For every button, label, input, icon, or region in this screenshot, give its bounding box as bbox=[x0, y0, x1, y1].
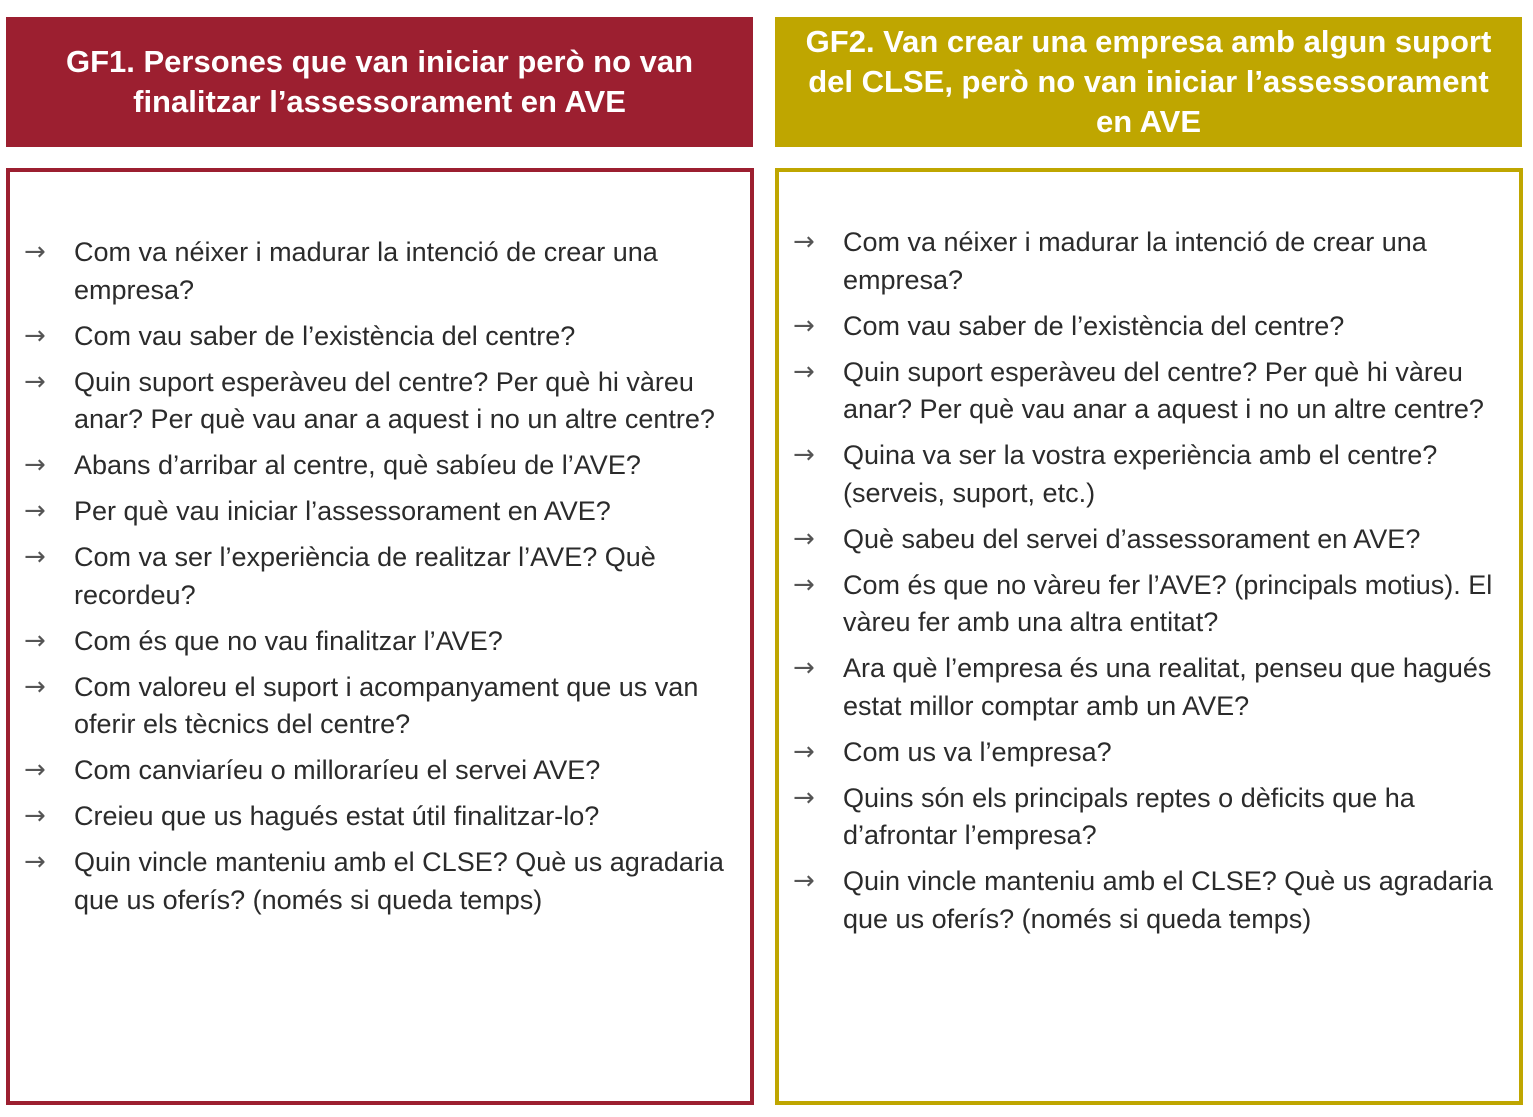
question-text: Ara què l’empresa és una realitat, penseu que hagués estat millor comptar amb un AVE? bbox=[843, 653, 1492, 721]
arrow-right-icon: → bbox=[24, 366, 46, 397]
question-text: Com canviaríeu o milloraríeu el servei AVE? bbox=[74, 755, 601, 785]
gf2-question-box bbox=[775, 168, 1523, 1105]
question-text: Quin vincle manteniu amb el CLSE? Què us agradaria que us oferís? (només si queda temps) bbox=[74, 847, 724, 915]
arrow-right-icon: → bbox=[793, 523, 815, 554]
arrow-right-icon: → bbox=[24, 801, 46, 831]
arrow-right-icon: → bbox=[24, 450, 46, 480]
arrow-right-icon: → bbox=[24, 320, 46, 351]
arrow-right-icon: → bbox=[793, 440, 815, 470]
question-text: Com és que no vàreu fer l’AVE? (principals motius). El vàreu fer amb una altra entitat? bbox=[843, 569, 1493, 637]
gf2-question-item bbox=[779, 734, 1519, 772]
gf2-question-item bbox=[779, 567, 1519, 642]
gf1-question-item bbox=[10, 447, 750, 485]
question-text: Per què vau iniciar l’assessorament en AVE? bbox=[74, 496, 611, 526]
gf1-question-item bbox=[10, 798, 750, 836]
question-text: Com valoreu el suport i acompanyament que us van oferir els tècnics del centre? bbox=[74, 671, 699, 739]
gf2-question-item bbox=[779, 224, 1519, 299]
question-text: Quin vincle manteniu amb el CLSE? Què us agradaria que us oferís? (només si queda temps) bbox=[843, 866, 1493, 934]
question-text: Quin suport esperàveu del centre? Per què hi vàreu anar? Per què vau anar a aquest i no un altre centre? bbox=[843, 356, 1484, 424]
question-text: Com us va l’empresa? bbox=[843, 736, 1112, 767]
gf1-question-list bbox=[10, 234, 750, 928]
arrow-right-icon: → bbox=[793, 866, 815, 896]
gf2-question-item bbox=[779, 780, 1519, 855]
gf1-question-item bbox=[10, 669, 750, 744]
arrow-right-icon: → bbox=[24, 671, 46, 702]
arrow-right-icon: → bbox=[793, 227, 815, 257]
arrow-right-icon: → bbox=[793, 736, 815, 767]
arrow-right-icon: → bbox=[793, 782, 815, 813]
question-text: Creieu que us hagués estat útil finalitzar-lo? bbox=[74, 801, 600, 831]
arrow-right-icon: → bbox=[793, 653, 815, 683]
question-text: Què sabeu del servei d’assessorament en AVE? bbox=[843, 523, 1421, 554]
question-text: Com vau saber de l’existència del centre? bbox=[74, 320, 576, 351]
gf1-question-box bbox=[6, 168, 754, 1105]
gf2-question-item bbox=[779, 650, 1519, 725]
arrow-right-icon: → bbox=[24, 542, 46, 572]
gf2-question-list bbox=[779, 224, 1519, 947]
arrow-right-icon: → bbox=[24, 847, 46, 877]
gf2-title: GF2. Van crear una empresa amb algun suport del CLSE, però no van iniciar l’assessorament en AVE bbox=[805, 24, 1492, 139]
gf1-question-item bbox=[10, 539, 750, 614]
arrow-right-icon: → bbox=[793, 569, 815, 600]
gf2-question-item bbox=[779, 863, 1519, 938]
arrow-right-icon: → bbox=[24, 625, 46, 656]
question-text: Com va néixer i madurar la intenció de crear una empresa? bbox=[843, 227, 1427, 295]
question-text: Com vau saber de l’existència del centre? bbox=[843, 310, 1345, 341]
gf1-question-item bbox=[10, 493, 750, 531]
question-text: Quin suport esperàveu del centre? Per què hi vàreu anar? Per què vau anar a aquest i no un altre centre? bbox=[74, 366, 715, 434]
gf2-question-item bbox=[779, 354, 1519, 429]
gf1-question-item bbox=[10, 752, 750, 790]
gf1-question-item bbox=[10, 623, 750, 661]
question-text: Com és que no vau finalitzar l’AVE? bbox=[74, 625, 503, 656]
arrow-right-icon: → bbox=[793, 356, 815, 387]
gf2-header bbox=[775, 17, 1522, 147]
gf2-question-item bbox=[779, 308, 1519, 346]
gf1-header bbox=[6, 17, 753, 147]
question-text: Quina va ser la vostra experiència amb el centre? (serveis, suport, etc.) bbox=[843, 440, 1438, 508]
gf1-title: GF1. Persones que van iniciar però no van finalitzar l’assessorament en AVE bbox=[65, 44, 694, 119]
gf1-question-item bbox=[10, 844, 750, 919]
gf2-question-item bbox=[779, 437, 1519, 512]
arrow-right-icon: → bbox=[793, 310, 815, 341]
arrow-right-icon: → bbox=[24, 755, 46, 785]
gf1-question-item bbox=[10, 234, 750, 309]
gf2-question-item bbox=[779, 521, 1519, 559]
arrow-right-icon: → bbox=[24, 496, 46, 526]
question-text: Com va néixer i madurar la intenció de crear una empresa? bbox=[74, 237, 658, 305]
gf1-question-item bbox=[10, 364, 750, 439]
gf1-question-item bbox=[10, 318, 750, 356]
question-text: Quins són els principals reptes o dèficits que ha d’afrontar l’empresa? bbox=[843, 782, 1415, 850]
question-text: Abans d’arribar al centre, què sabíeu de l’AVE? bbox=[74, 450, 641, 480]
question-text: Com va ser l’experiència de realitzar l’AVE? Què recordeu? bbox=[74, 542, 656, 610]
arrow-right-icon: → bbox=[24, 237, 46, 267]
